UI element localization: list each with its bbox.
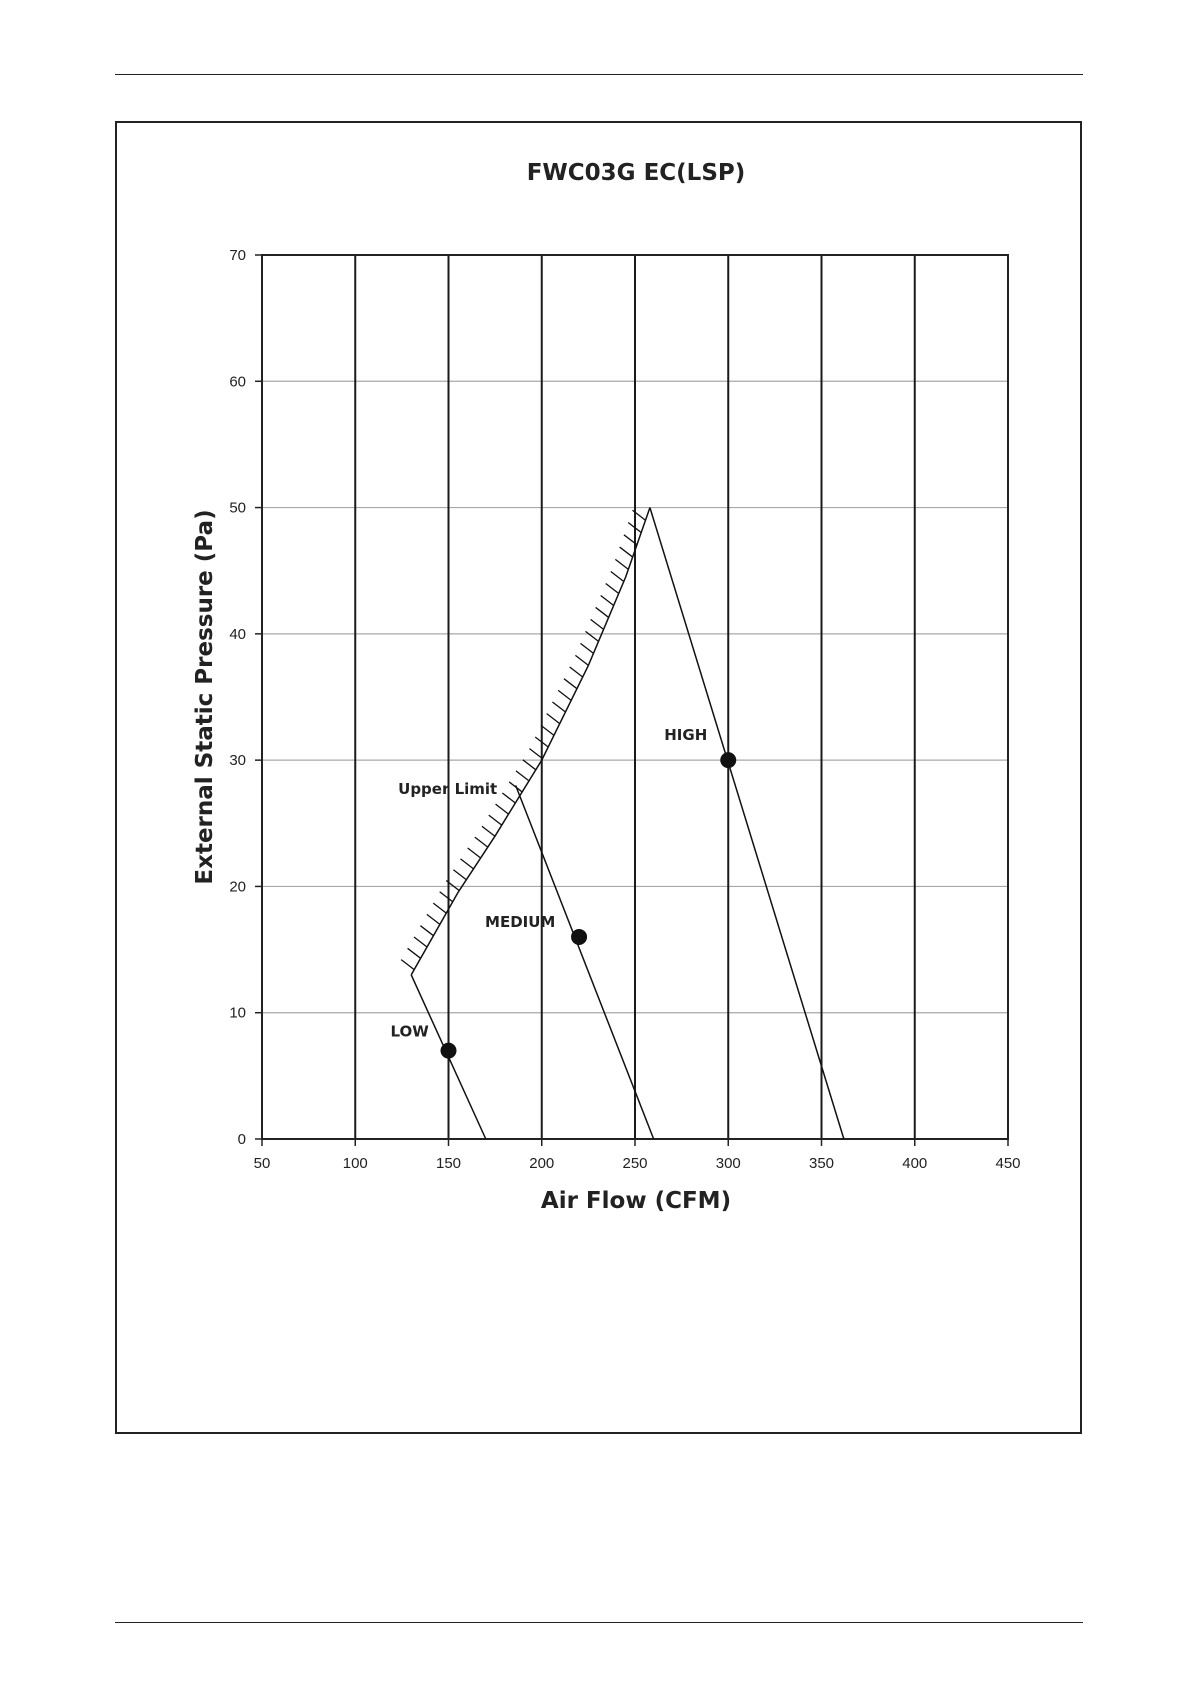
label-high: HIGH xyxy=(664,726,708,745)
hatch-mark-8 xyxy=(453,870,466,880)
hatch-mark-11 xyxy=(475,837,488,847)
hatch-mark-31 xyxy=(596,607,609,617)
curve-labels xyxy=(391,726,708,1040)
hatch-mark-26 xyxy=(570,667,583,677)
x-tick-label-50: 50 xyxy=(253,1155,271,1172)
x-tick-label-450: 450 xyxy=(995,1155,1021,1172)
x-tick-label-200: 200 xyxy=(529,1155,555,1172)
hatch-mark-28 xyxy=(580,643,593,653)
y-tick-label-0: 0 xyxy=(237,1131,246,1148)
label-low: LOW xyxy=(390,1022,429,1041)
hatch-mark-13 xyxy=(489,815,502,825)
hatch-mark-32 xyxy=(601,595,614,605)
y-tick-label-10: 10 xyxy=(229,1004,246,1022)
hatch-mark-36 xyxy=(620,547,633,557)
hatch-mark-17 xyxy=(516,771,529,781)
hatch-mark-25 xyxy=(564,679,577,689)
hatch-mark-1 xyxy=(408,948,421,958)
fan-curves xyxy=(411,508,844,1139)
hatch-mark-35 xyxy=(615,559,628,569)
label-upper-limit: Upper Limit xyxy=(398,780,498,799)
upper-limit-hatching xyxy=(401,510,645,969)
hatch-mark-33 xyxy=(606,583,619,593)
x-tick-label-300: 300 xyxy=(715,1155,741,1172)
hatch-mark-21 xyxy=(541,725,554,735)
point-low xyxy=(441,1043,457,1059)
hatch-mark-2 xyxy=(414,937,427,947)
hatch-mark-14 xyxy=(496,804,509,814)
y-tick-label-30: 30 xyxy=(229,752,246,770)
hatch-mark-5 xyxy=(433,903,446,913)
x-tick-label-350: 350 xyxy=(808,1155,835,1172)
y-tick-label-60: 60 xyxy=(229,373,246,391)
hatch-mark-19 xyxy=(529,749,542,759)
y-tick-label-20: 20 xyxy=(229,878,246,896)
chart-title: FWC03G EC(LSP) xyxy=(526,160,746,186)
point-medium xyxy=(571,929,587,945)
x-axis-ticks xyxy=(254,1139,1021,1172)
y-tick-label-40: 40 xyxy=(229,625,246,643)
y-tick-label-70: 70 xyxy=(229,247,246,264)
y-axis-ticks xyxy=(229,247,262,1148)
fan-line-medium xyxy=(516,785,654,1139)
x-tick-label-250: 250 xyxy=(622,1155,648,1172)
x-tick-label-400: 400 xyxy=(902,1155,928,1172)
y-axis-label: External Static Pressure (Pa) xyxy=(192,509,218,885)
hatch-mark-30 xyxy=(591,619,604,629)
hatch-mark-27 xyxy=(575,655,588,665)
hatch-mark-12 xyxy=(482,826,495,836)
hatch-mark-34 xyxy=(611,572,624,582)
hatch-mark-22 xyxy=(547,714,560,724)
fan-line-high xyxy=(650,508,844,1139)
hatch-mark-9 xyxy=(461,859,474,869)
label-medium: MEDIUM xyxy=(485,912,556,931)
hatch-mark-10 xyxy=(468,848,481,858)
hatch-mark-0 xyxy=(401,960,414,970)
point-high xyxy=(720,752,736,768)
hatch-mark-6 xyxy=(440,892,453,902)
hatch-mark-15 xyxy=(502,793,515,803)
hatch-mark-3 xyxy=(420,926,433,936)
vertical-gridlines xyxy=(262,255,1008,1139)
x-tick-label-150: 150 xyxy=(435,1155,462,1172)
y-tick-label-50: 50 xyxy=(229,499,246,517)
hatch-mark-24 xyxy=(558,690,571,700)
x-tick-label-100: 100 xyxy=(342,1155,368,1172)
hatch-mark-18 xyxy=(523,760,536,770)
upper-limit-curve xyxy=(411,508,650,975)
x-axis-label: Air Flow (CFM) xyxy=(540,1188,732,1214)
hatch-mark-4 xyxy=(427,914,440,924)
hatch-mark-23 xyxy=(552,702,565,712)
hatch-mark-29 xyxy=(586,631,599,641)
